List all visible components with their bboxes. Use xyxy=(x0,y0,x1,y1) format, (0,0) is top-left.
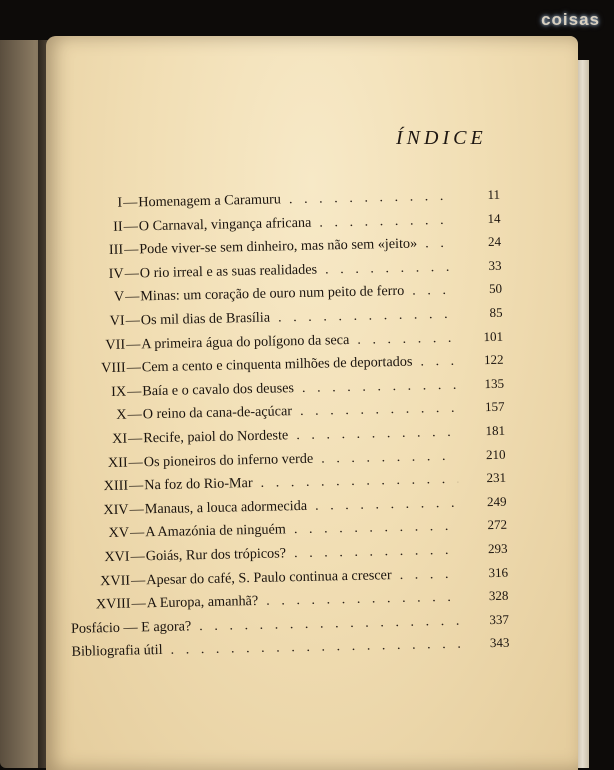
leader-dots xyxy=(425,235,453,253)
leader-dots xyxy=(321,447,458,467)
numeral-dash: — xyxy=(122,194,138,211)
numeral-dash: — xyxy=(131,595,146,612)
page-number: 249 xyxy=(486,493,507,509)
leader-dots xyxy=(294,518,459,538)
page-number: 343 xyxy=(489,634,510,651)
chapter-title: A primeira água do polígono da seca xyxy=(141,331,350,352)
leader-dots xyxy=(302,376,456,396)
leader-dots xyxy=(294,542,460,562)
page-number: 101 xyxy=(483,328,504,344)
page-number: 210 xyxy=(485,446,506,462)
numeral-dash: — xyxy=(123,241,139,258)
chapter-title: Minas: um coração de ouro num peito de ferro xyxy=(140,283,405,305)
chapter-title: A Amazónia de ninguém xyxy=(145,521,287,541)
page-number: 122 xyxy=(483,351,504,368)
page-number: 33 xyxy=(488,257,502,273)
leader-dots xyxy=(319,211,453,231)
leader-dots xyxy=(315,494,459,514)
chapter-numeral: IV xyxy=(108,265,124,282)
numeral-dash: — xyxy=(130,548,145,565)
leader-dots xyxy=(278,306,455,327)
leader-dots xyxy=(420,353,455,371)
chapter-numeral: XIV xyxy=(103,501,129,518)
chapter-title: Apesar do café, S. Paulo continua a crescer xyxy=(146,566,392,588)
chapter-numeral: XVIII xyxy=(95,595,131,613)
chapter-numeral: VII xyxy=(105,336,126,353)
chapter-title: Goiás, Rur dos trópicos? xyxy=(145,545,287,565)
numeral-dash: — xyxy=(128,477,144,494)
chapter-title: Baía e o cavalo dos deuses xyxy=(142,379,295,400)
chapter-numeral: X xyxy=(116,406,127,424)
chapter-title: Os mil dias de Brasília xyxy=(140,309,271,329)
numeral-dash: — xyxy=(126,383,142,400)
page-number: 11 xyxy=(487,186,501,203)
page-number: 316 xyxy=(488,564,509,580)
numeral-dash: — xyxy=(128,453,143,471)
page-number: 85 xyxy=(489,304,503,320)
chapter-title: Pode viver-se sem dinheiro, mas não sem «jeito» xyxy=(139,235,418,258)
leader-dots xyxy=(289,188,453,208)
chapter-title: O Carnaval, vingança africana xyxy=(138,214,312,234)
page-number: 157 xyxy=(484,399,505,415)
chapter-numeral: XI xyxy=(111,430,128,447)
page-number: 231 xyxy=(486,469,507,486)
chapter-numeral: XV xyxy=(108,524,130,542)
chapter-numeral: XII xyxy=(107,454,128,471)
numeral-dash: — xyxy=(127,430,143,447)
chapter-numeral: XVII xyxy=(99,572,131,589)
chapter-title: O rio irreal e as suas realidades xyxy=(139,261,318,282)
numeral-dash: — xyxy=(129,524,145,541)
chapter-title: O reino da cana-de-açúcar xyxy=(142,403,293,423)
numeral-dash: — xyxy=(123,217,138,235)
numeral-dash: — xyxy=(129,501,144,518)
leader-dots xyxy=(325,259,454,279)
chapter-title: Homenagem a Caramuru xyxy=(138,191,282,211)
numeral-dash: — xyxy=(127,406,142,423)
leader-dots xyxy=(296,424,457,444)
table-of-contents xyxy=(60,187,510,668)
chapter-numeral: IX xyxy=(110,383,127,400)
chapter-numeral: XIII xyxy=(103,477,129,495)
page-number: 181 xyxy=(485,422,506,439)
chapter-numeral: II xyxy=(113,218,123,235)
chapter-title: A Europa, amanhã? xyxy=(146,593,259,612)
chapter-numeral: VIII xyxy=(101,359,126,377)
page-number: 272 xyxy=(487,517,508,533)
watermark-logo: coisas xyxy=(541,10,600,29)
leader-dots xyxy=(300,400,457,420)
chapter-title: Recife, paiol do Nordeste xyxy=(143,427,289,447)
leader-dots xyxy=(412,282,454,300)
chapter-title: Manaus, a louca adormecida xyxy=(144,497,308,518)
numeral-dash: — xyxy=(126,359,141,376)
chapter-numeral: I xyxy=(117,194,123,211)
numeral-dash: — xyxy=(130,571,146,589)
page-number: 135 xyxy=(484,375,505,391)
page-number: 293 xyxy=(487,540,508,557)
chapter-title: Cem a cento e cinquenta milhões de deportados xyxy=(141,353,413,376)
page-number: 337 xyxy=(489,611,510,627)
numeral-dash: — xyxy=(125,312,140,329)
leader-dots xyxy=(260,471,458,492)
page-number: 328 xyxy=(488,587,509,604)
chapter-numeral: XVI xyxy=(104,548,130,566)
chapter-title: Na foz do Rio-Mar xyxy=(144,475,253,494)
chapter-title: Os pioneiros do inferno verde xyxy=(143,450,314,470)
chapter-numeral: VI xyxy=(109,312,125,329)
numeral-dash: — xyxy=(124,265,139,282)
page-number: 14 xyxy=(487,210,501,226)
chapter-numeral: III xyxy=(108,241,124,259)
leader-dots xyxy=(266,589,461,610)
page-number: 24 xyxy=(487,233,502,250)
chapter-title: Bibliografia útil xyxy=(71,642,163,661)
index-title: ÍNDICE xyxy=(396,127,487,149)
numeral-dash: — xyxy=(124,288,140,306)
numeral-dash: — xyxy=(125,335,141,353)
chapter-title: Posfácio — E agora? xyxy=(70,618,192,637)
leader-dots xyxy=(399,565,460,583)
leader-dots xyxy=(357,329,455,348)
page-number: 50 xyxy=(488,281,503,297)
chapter-numeral: V xyxy=(113,289,125,306)
